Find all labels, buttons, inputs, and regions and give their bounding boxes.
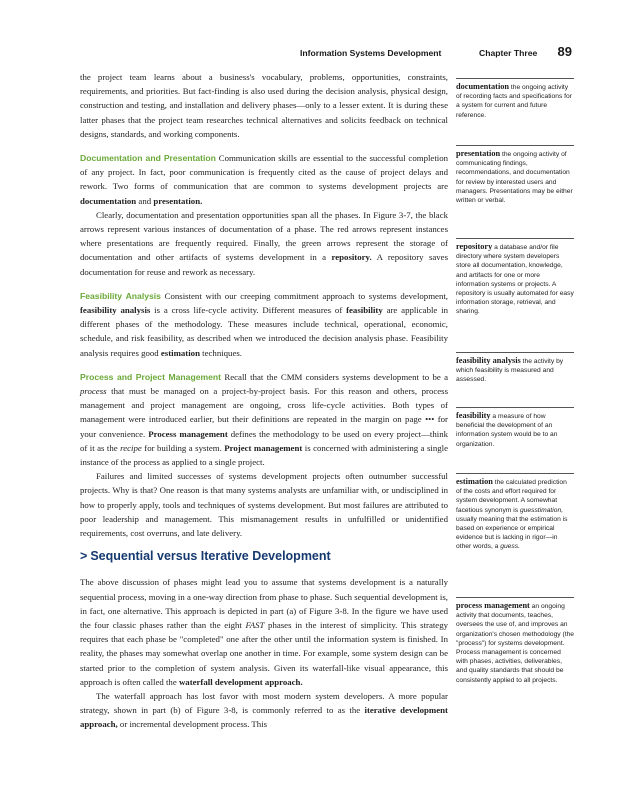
text-span: The waterfall approach has lost favor with most modern system developers. A more popular strategy, shown in part (b) of Figure 3-8, is commonly referred to as the: [80, 690, 448, 716]
term-feasibility: feasibility: [346, 305, 383, 316]
glossary-emphasis: guesstimation,: [519, 506, 564, 514]
header-title: Information Systems Development: [300, 48, 442, 58]
page-number: 89: [557, 44, 572, 59]
divider: [456, 407, 574, 408]
term-repository: repository.: [331, 252, 372, 263]
divider: [456, 352, 574, 353]
text-span: are applicable in different phases of the methodology. These measures include technical, operational, economic, schedule, and risk feasibility, as described when we introduced the decision analysis phase. Feasibility analysis requires good: [80, 305, 448, 358]
paragraph-documentation: [80, 151, 448, 208]
divider: [456, 145, 574, 146]
glossary-term: feasibility: [456, 411, 491, 420]
glossary-definition: the ongoing activity of recording facts and specifications for a system for current and future reference.: [456, 84, 572, 119]
emphasis-recipe: recipe: [120, 442, 142, 453]
glossary-term: process management: [456, 601, 530, 610]
paragraph-iterative: [80, 689, 448, 732]
glossary-term: repository: [456, 242, 493, 251]
glossary-term: documentation: [456, 82, 510, 91]
emphasis-process: process: [80, 386, 107, 397]
paragraph-process-2: Failures and limited successes of systems development projects often outnumber successful projects. Why is that? One reason is that many systems analysts are unfamiliar with, or undisciplined in how to properly apply, tools and techniques of systems development. But most failures are attributed to poor leadership and management. This mismanagement results in unfulfilled or unidentified requirements, cost overruns, and late delivery.: [80, 471, 448, 539]
paragraph-documentation-2: [80, 208, 448, 279]
glossary-definition: a database and/or file directory where system developers store all documentation, knowledge, and artifacts for one or more information systems or projects. A repository is usually automated for easy information storage, retrieval, and sharing.: [456, 244, 574, 316]
glossary-definition: an ongoing activity that documents, teaches, oversees the use of, and improves an organization's chosen methodology (the "process") for systems development. Process management is concerned with phases, activities, deliverables, and quality standards that should be consistently applied to all projects.: [456, 603, 575, 684]
text-span: is a cross life-cycle activity. Different measures of: [150, 305, 347, 316]
subheading-documentation: Documentation and Presentation: [80, 153, 216, 164]
text-span: for building a system.: [141, 442, 225, 453]
term-iterative: iterative development approach,: [80, 705, 448, 730]
text-span: phases in the interest of simplicity. This strategy requires that each phase be "completed" one after the other until the information system is finished. In reality, the phases may somewhat overlap one another in time. For example, some system design can be started prior to the completion of system analysis. Given its waterfall-like visual appearance, this approach is often called the: [80, 619, 449, 687]
glossary-definition: the activity by which feasibility is measured and assessed.: [456, 358, 564, 384]
term-estimation: estimation: [160, 347, 200, 358]
divider: [456, 78, 574, 79]
divider: [456, 473, 574, 474]
divider: [456, 597, 574, 598]
glossary-repository: [456, 238, 574, 317]
subheading-process: Process and Project Management: [80, 371, 222, 382]
glossary-process-management: [456, 597, 574, 685]
text-span: that must be managed on a project-by-project basis. For this reason and others, process management and project management are ongoing, cross life-cycle activities. Both types of management were introduced earlier, but their definitions are repeated in the margin on page ••• for your convenience.: [80, 386, 448, 439]
glossary-definition: a measure of how beneficial the development of an information system would be to an organization.: [456, 413, 558, 448]
main-text-column: [80, 70, 448, 732]
text-span: Communication skills are essential to the successful completion of any project. In fact, poor communication is frequently cited as the cause of project delays and rework. Two forms of communication that are common to systems development projects are: [80, 153, 448, 192]
glossary-documentation: [456, 78, 574, 120]
section-heading-text: Sequential versus Iterative Development: [90, 549, 331, 564]
emphasis-fast: FAST: [245, 619, 265, 630]
term-project-management: Project management: [224, 442, 303, 453]
text-span: defines the methodology to be used on every project—think of it as the: [80, 428, 448, 453]
paragraph-intro: the project team learns about a business's vocabulary, problems, opportunities, constraints, requirements, and priorities. But fact-finding is also used during the decision analysis, physical design, construction and testing, and installation and delivery phases—only to a lesser extent. It is during these latter phases that the project team researches technical alternatives and solicits feedback on technical designs, standards, and working components.: [80, 72, 448, 139]
glossary-definition: the calculated prediction of the costs and effort required for system development. A somewhat facetious synonym is: [456, 479, 567, 514]
section-arrow-icon: >: [80, 549, 88, 564]
running-header: [300, 44, 572, 64]
text-span: The above discussion of phases might lead you to assume that systems development is a naturally sequential process, moving in a one-way direction from phase to phase. Such sequential development is, in fact, one alternative. This approach is depicted in part (a) of Figure 3-8. In the figure we have used the four classic phases rather than the eight: [80, 577, 448, 630]
glossary-definition: usually meaning that the estimation is based on experience or empirical evidence but is lacking in rigor—in other words, a: [456, 515, 568, 551]
subheading-feasibility: Feasibility Analysis: [80, 290, 161, 301]
paragraph-process: [80, 370, 448, 469]
paragraph-sequential: [80, 575, 448, 689]
divider: [456, 238, 574, 239]
section-heading: [80, 548, 448, 564]
glossary-term: feasibility analysis: [456, 356, 521, 365]
term-waterfall: waterfall development approach.: [178, 676, 303, 687]
text-span: and: [136, 195, 154, 206]
text-span: techniques.: [199, 347, 242, 358]
term-feasibility-analysis: feasibility analysis: [80, 305, 151, 316]
text-span: Clearly, documentation and presentation opportunities span all the phases. In Figure 3-7, the black arrows represent various instances of documentation of a phase. The red arrows represent instances where presentations are frequently required. Finally, the green arrows represent the storage of documentation and other artifacts of systems development in a: [80, 209, 448, 263]
glossary-feasibility: [456, 407, 574, 449]
glossary-estimation: [456, 473, 574, 552]
glossary-definition: the ongoing activity of communicating findings, recommendations, and documentation for review by interested users and managers. Presentations may be either written or verbal.: [456, 151, 573, 205]
text-span: Recall that the CMM considers systems development to be a: [221, 371, 449, 382]
glossary-presentation: [456, 145, 574, 205]
glossary-emphasis: guess.: [500, 543, 520, 551]
paragraph-feasibility: [80, 289, 448, 360]
header-chapter: Chapter Three: [479, 48, 538, 58]
term-documentation: documentation: [80, 195, 137, 206]
glossary-term: estimation: [456, 477, 493, 486]
glossary-term: presentation: [456, 149, 501, 158]
text-span: or incremental development process. This: [117, 719, 268, 730]
glossary-feasibility-analysis: [456, 352, 574, 385]
text-span: is concerned with administering a single instance of the process as applied to a single project.: [80, 442, 448, 468]
text-span: Consistent with our creeping commitment approach to systems development,: [160, 290, 448, 301]
term-presentation: presentation.: [153, 195, 203, 206]
term-process-management: Process management: [148, 428, 228, 439]
text-span: A repository saves documentation for reuse and rework as necessary.: [80, 252, 449, 277]
